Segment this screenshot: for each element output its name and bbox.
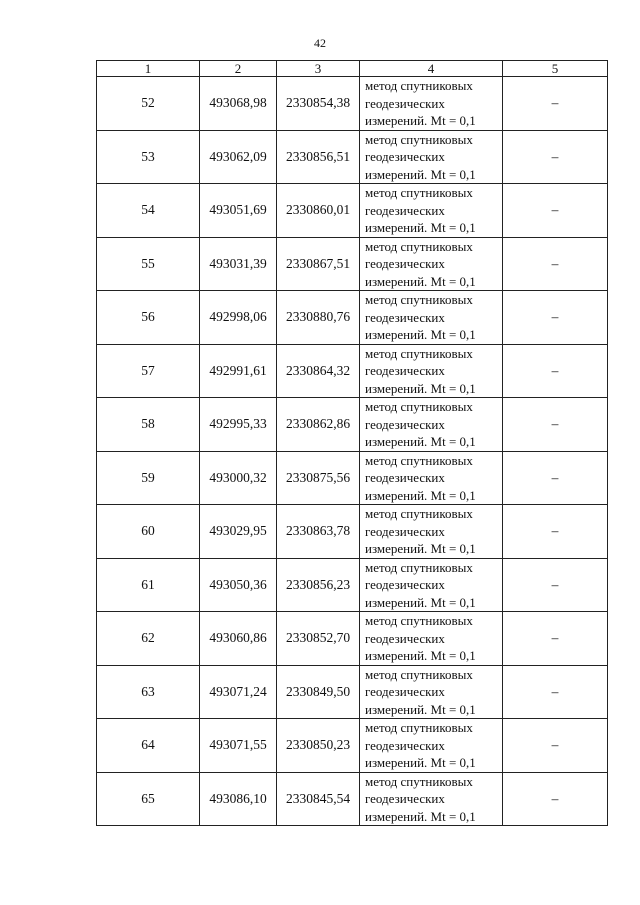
method-line: геодезических: [365, 309, 445, 325]
table-row: [97, 184, 608, 238]
note-cell: –: [503, 344, 608, 398]
method-line: геодезических: [365, 416, 445, 432]
method-cell: [360, 398, 503, 452]
x-coordinate-cell: 493031,39: [200, 237, 277, 291]
point-number-cell: 61: [97, 558, 200, 612]
note-cell: –: [503, 398, 608, 452]
method-line: метод спутниковых: [365, 238, 473, 254]
x-coordinate-cell: 493000,32: [200, 451, 277, 505]
method-line: измерений. Mt = 0,1: [365, 755, 476, 770]
method-cell: [360, 612, 503, 666]
method-line: метод спутниковых: [365, 666, 473, 682]
method-line: метод спутниковых: [365, 559, 473, 575]
point-number-cell: 56: [97, 291, 200, 345]
method-line: метод спутниковых: [365, 345, 473, 361]
column-header-note: 5: [503, 61, 608, 77]
y-coordinate-cell: 2330864,32: [277, 344, 360, 398]
method-line: метод спутниковых: [365, 773, 473, 789]
method-line: измерений. Mt = 0,1: [365, 166, 476, 182]
method-cell: [360, 665, 503, 719]
method-line: геодезических: [365, 202, 445, 218]
y-coordinate-cell: 2330856,23: [277, 558, 360, 612]
x-coordinate-cell: 493060,86: [200, 612, 277, 666]
method-line: метод спутниковых: [365, 720, 473, 735]
method-line: геодезических: [365, 523, 445, 539]
method-cell: [360, 77, 503, 131]
point-number-cell: 62: [97, 612, 200, 666]
method-line: измерений. Mt = 0,1: [365, 220, 476, 235]
point-number-cell: 65: [97, 772, 200, 826]
point-number-cell: 58: [97, 398, 200, 452]
method-line: метод спутниковых: [365, 78, 473, 93]
method-line: измерений. Mt = 0,1: [365, 113, 476, 128]
x-coordinate-cell: 493071,55: [200, 719, 277, 773]
method-line: метод спутниковых: [365, 452, 473, 468]
table-row: [97, 558, 608, 612]
note-cell: –: [503, 719, 608, 773]
method-line: измерений. Mt = 0,1: [365, 808, 476, 824]
method-cell: [360, 505, 503, 559]
column-header-point-number: 1: [97, 61, 200, 77]
method-line: измерений. Mt = 0,1: [365, 701, 476, 717]
x-coordinate-cell: 493071,24: [200, 665, 277, 719]
point-number-cell: 63: [97, 665, 200, 719]
note-cell: –: [503, 505, 608, 559]
method-line: измерений. Mt = 0,1: [365, 273, 476, 289]
x-coordinate-cell: 493068,98: [200, 77, 277, 131]
method-cell: [360, 772, 503, 826]
method-line: метод спутниковых: [365, 613, 473, 628]
table-row: [97, 237, 608, 291]
note-cell: –: [503, 77, 608, 131]
column-header-x: 2: [200, 61, 277, 77]
method-line: измерений. Mt = 0,1: [365, 487, 476, 503]
column-header-method: 4: [360, 61, 503, 77]
method-line: геодезических: [365, 630, 445, 646]
x-coordinate-cell: 493086,10: [200, 772, 277, 826]
point-number-cell: 53: [97, 130, 200, 184]
y-coordinate-cell: 2330852,70: [277, 612, 360, 666]
y-coordinate-cell: 2330856,51: [277, 130, 360, 184]
x-coordinate-cell: 493051,69: [200, 184, 277, 238]
table-row: [97, 344, 608, 398]
note-cell: –: [503, 291, 608, 345]
method-line: геодезических: [365, 791, 445, 806]
note-cell: –: [503, 237, 608, 291]
method-line: геодезических: [365, 363, 445, 378]
table-row: [97, 130, 608, 184]
note-cell: –: [503, 130, 608, 184]
method-line: геодезических: [365, 256, 445, 271]
method-line: геодезических: [365, 577, 445, 592]
note-cell: –: [503, 558, 608, 612]
y-coordinate-cell: 2330854,38: [277, 77, 360, 131]
table-row: [97, 612, 608, 666]
method-cell: [360, 558, 503, 612]
table-body: [97, 77, 608, 826]
x-coordinate-cell: 492995,33: [200, 398, 277, 452]
method-cell: [360, 237, 503, 291]
method-cell: [360, 130, 503, 184]
point-number-cell: 52: [97, 77, 200, 131]
table-row: [97, 665, 608, 719]
point-number-cell: 60: [97, 505, 200, 559]
method-line: геодезических: [365, 737, 445, 753]
method-line: метод спутниковых: [365, 292, 473, 307]
point-number-cell: 54: [97, 184, 200, 238]
page-number: 42: [314, 36, 326, 50]
y-coordinate-cell: 2330860,01: [277, 184, 360, 238]
y-coordinate-cell: 2330849,50: [277, 665, 360, 719]
y-coordinate-cell: 2330863,78: [277, 505, 360, 559]
table-row: [97, 719, 608, 773]
method-line: измерений. Mt = 0,1: [365, 648, 476, 663]
x-coordinate-cell: 492998,06: [200, 291, 277, 345]
x-coordinate-cell: 493029,95: [200, 505, 277, 559]
method-line: метод спутниковых: [365, 185, 473, 200]
method-line: геодезических: [365, 684, 445, 699]
point-number-cell: 59: [97, 451, 200, 505]
method-line: измерений. Mt = 0,1: [365, 541, 476, 556]
point-number-cell: 64: [97, 719, 200, 773]
note-cell: –: [503, 184, 608, 238]
x-coordinate-cell: 493050,36: [200, 558, 277, 612]
method-line: геодезических: [365, 470, 445, 485]
y-coordinate-cell: 2330867,51: [277, 237, 360, 291]
method-line: измерений. Mt = 0,1: [365, 380, 476, 396]
method-cell: [360, 719, 503, 773]
point-number-cell: 55: [97, 237, 200, 291]
note-cell: –: [503, 665, 608, 719]
note-cell: –: [503, 451, 608, 505]
method-line: геодезических: [365, 149, 445, 164]
y-coordinate-cell: 2330875,56: [277, 451, 360, 505]
table-row: [97, 398, 608, 452]
coordinates-table: [96, 60, 608, 826]
y-coordinate-cell: 2330845,54: [277, 772, 360, 826]
method-line: геодезических: [365, 95, 445, 111]
table-row: [97, 772, 608, 826]
x-coordinate-cell: 492991,61: [200, 344, 277, 398]
method-line: измерений. Mt = 0,1: [365, 594, 476, 610]
y-coordinate-cell: 2330862,86: [277, 398, 360, 452]
method-cell: [360, 291, 503, 345]
method-cell: [360, 451, 503, 505]
table-row: [97, 77, 608, 131]
method-line: метод спутниковых: [365, 399, 473, 414]
method-line: метод спутниковых: [365, 506, 473, 521]
x-coordinate-cell: 493062,09: [200, 130, 277, 184]
column-header-y: 3: [277, 61, 360, 77]
table-row: [97, 291, 608, 345]
note-cell: –: [503, 612, 608, 666]
point-number-cell: 57: [97, 344, 200, 398]
method-cell: [360, 344, 503, 398]
table-header-row: [97, 61, 608, 77]
method-line: метод спутниковых: [365, 131, 473, 147]
table-row: [97, 505, 608, 559]
y-coordinate-cell: 2330850,23: [277, 719, 360, 773]
method-cell: [360, 184, 503, 238]
note-cell: –: [503, 772, 608, 826]
y-coordinate-cell: 2330880,76: [277, 291, 360, 345]
table-row: [97, 451, 608, 505]
method-line: измерений. Mt = 0,1: [365, 434, 476, 449]
method-line: измерений. Mt = 0,1: [365, 327, 476, 342]
